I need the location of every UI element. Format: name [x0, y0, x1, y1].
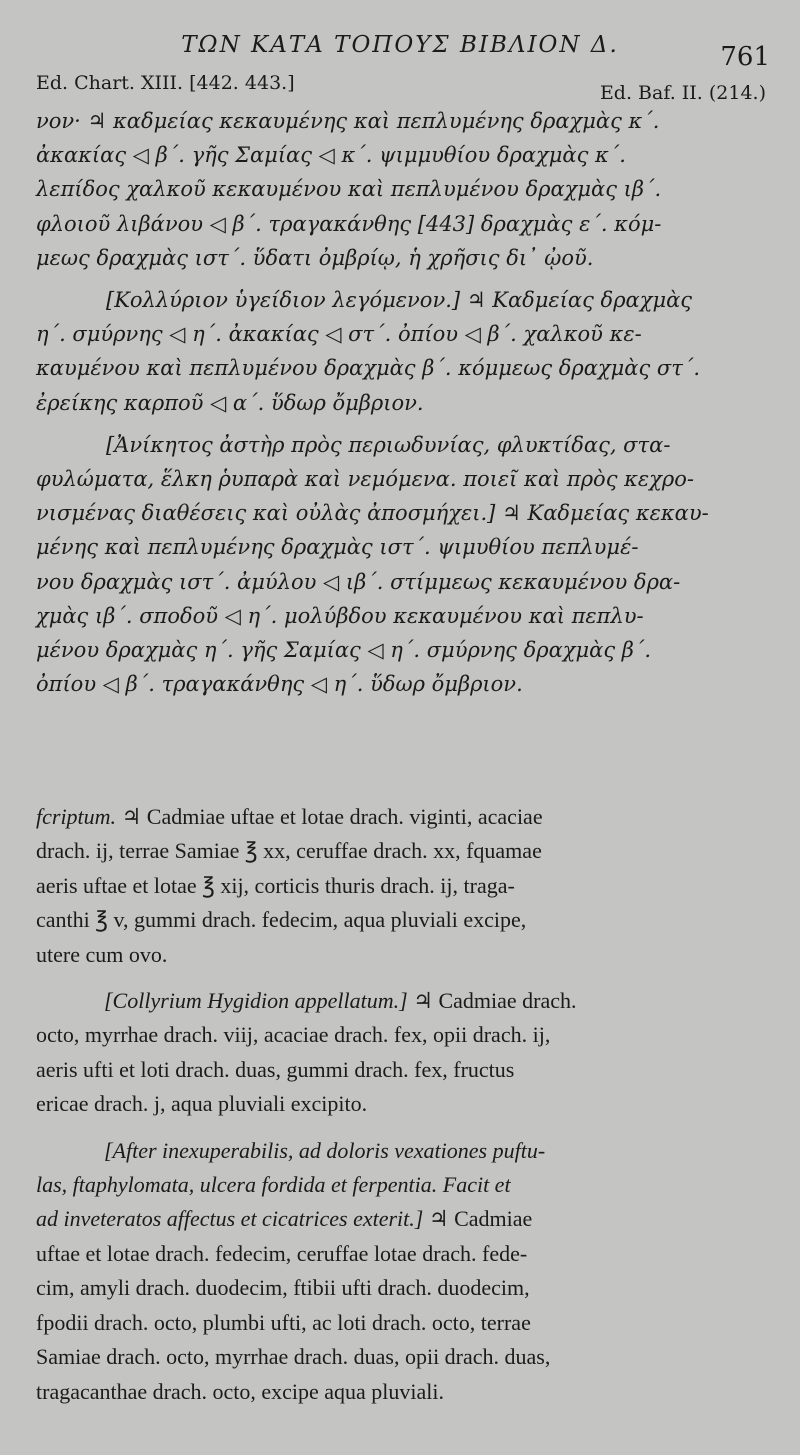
latin-line: drach. ij, terrae Samiae ℥ xx, ceruffae drach. xx, fquamae	[36, 838, 542, 864]
aster-title-line: [After inexuperabilis, ad doloris vexationes puftu-	[104, 1137, 546, 1163]
latin-paragraph-1	[36, 800, 768, 972]
latin-line: octo, myrrhae drach. viij, acaciae drach. fex, opii drach. ij,	[36, 1022, 551, 1048]
greek-line: η΄. σμύρνης ◁ η΄. ἀκακίας ◁ στ΄. ὀπίου ◁ β΄. χαλκοῦ κε-	[36, 322, 642, 347]
latin-line: aeris uftae et lotae ℥ xij, corticis thuris drach. ij, traga-	[36, 872, 515, 898]
latin-line: Samiae drach. octo, myrrhae drach. duas, opii drach. duas,	[36, 1344, 551, 1370]
latin-line: fpodii drach. octo, plumbi ufti, ac loti drach. octo, terrae	[36, 1309, 531, 1335]
greek-line: νισμένας διαθέσεις καὶ οὐλὰς ἀποσμήχει.] ♃ Καδμείας κεκαυ-	[36, 501, 709, 526]
greek-paragraph-2	[36, 283, 770, 317]
latin-line: ♃ Cadmiae drach.	[413, 988, 577, 1014]
page-number: 761	[720, 42, 770, 72]
latin-lead-word: fcriptum.	[36, 804, 117, 829]
latin-line: utere cum ovo.	[36, 941, 168, 967]
aster-title-line: las, ftaphylomata, ulcera fordida et ferpentia. Facit et	[36, 1172, 511, 1198]
greek-line: φυλώματα, ἕλκη ῥυπαρὰ καὶ νεμόμενα. ποιεῖ καὶ πρὸς κεχρο-	[36, 467, 694, 492]
edition-reference-right: Ed. Baf. II. (214.)	[599, 82, 766, 104]
greek-line: νου δραχμὰς ιστ΄. ἀμύλου ◁ ιβ΄. στίμμεως κεκαυμένου δρα-	[36, 569, 681, 594]
greek-paragraph-2-cont	[36, 317, 770, 420]
latin-paragraph-2	[36, 984, 768, 1122]
latin-line: cim, amyli drach. duodecim, ftibii ufti drach. duodecim,	[36, 1275, 530, 1301]
latin-line: tragacanthae drach. octo, excipe aqua pluviali.	[36, 1378, 445, 1404]
greek-line: φλοιοῦ λιβάνου ◁ β΄. τραγακάνθης [443] δραχμὰς ε΄. κόμ-	[36, 211, 662, 236]
latin-line: ♃ Cadmiae uftae et lotae drach. viginti, acaciae	[121, 804, 543, 829]
greek-line: νον· ♃ καδμείας κεκαυμένης καὶ πεπλυμένης δραχμὰς κ΄.	[36, 109, 660, 133]
greek-line: μένης καὶ πεπλυμένης δραχμὰς ιστ΄. ψιμυθίου πεπλυμέ-	[36, 535, 639, 560]
greek-line: καυμένου καὶ πεπλυμένου δραχμὰς β΄. κόμμεως δραχμὰς στ΄.	[36, 356, 701, 381]
aster-title-line: ad inveteratos affectus et cicatrices exterit.]	[36, 1206, 424, 1232]
greek-line: [Ἀνίκητος ἀστὴρ πρὸς περιωδυνίας, φλυκτίδας, στα-	[106, 432, 671, 457]
greek-paragraph-3-cont	[36, 462, 770, 701]
latin-line: aeris ufti et loti drach. duas, gummi drach. fex, fructus	[36, 1056, 515, 1082]
greek-line: ἐρείκης καρποῦ ◁ α΄. ὕδωρ ὄμβριον.	[36, 390, 424, 415]
greek-paragraph-3	[36, 428, 770, 462]
greek-text-column	[36, 104, 770, 701]
greek-line: λεπίδος χαλκοῦ κεκαυμένου καὶ πεπλυμένου δραχμὰς ιβ΄.	[36, 177, 662, 202]
latin-line: ericae drach. j, aqua pluviali excipito.	[36, 1091, 368, 1117]
latin-line: uftae et lotae drach. fedecim, ceruffae lotae drach. fede-	[36, 1240, 528, 1266]
latin-line: canthi ℥ v, gummi drach. fedecim, aqua pluviali excipe,	[36, 907, 527, 933]
greek-line: [Κολλύριον ὑγείδιον λεγόμενον.] ♃ Καδμείας δραχμὰς	[106, 288, 693, 313]
greek-line: ὀπίου ◁ β΄. τραγακάνθης ◁ η΄. ὕδωρ ὄμβριον.	[36, 672, 523, 697]
running-title: ΤΩΝ ΚΑΤΑ ΤΟΠΟΥΣ ΒΙΒΛΙΟΝ Δ.	[181, 32, 619, 58]
latin-line: ♃ Cadmiae	[428, 1206, 533, 1232]
edition-reference-left: Ed. Chart. XIII. [442. 443.]	[36, 72, 295, 94]
greek-line: μένου δραχμὰς η΄. γῆς Σαμίας ◁ η΄. σμύρνης δραχμὰς β΄.	[36, 638, 652, 663]
greek-line: μεως δραχμὰς ιστ΄. ὕδατι ὀμβρίῳ, ἡ χρῆσις δι᾽ ᾠοῦ.	[36, 245, 594, 270]
collyrium-title: [Collyrium Hygidion appellatum.]	[104, 988, 408, 1014]
greek-paragraph-1	[36, 104, 770, 275]
latin-paragraph-3	[36, 1134, 768, 1409]
greek-line: χμὰς ιβ΄. σποδοῦ ◁ η΄. μολύβδου κεκαυμένου καὶ πεπλυ-	[36, 603, 644, 628]
greek-line: ἀκακίας ◁ β΄. γῆς Σαμίας ◁ κ΄. ψιμμυθίου δραχμὰς κ΄.	[36, 143, 626, 168]
latin-text-column	[36, 800, 768, 1409]
